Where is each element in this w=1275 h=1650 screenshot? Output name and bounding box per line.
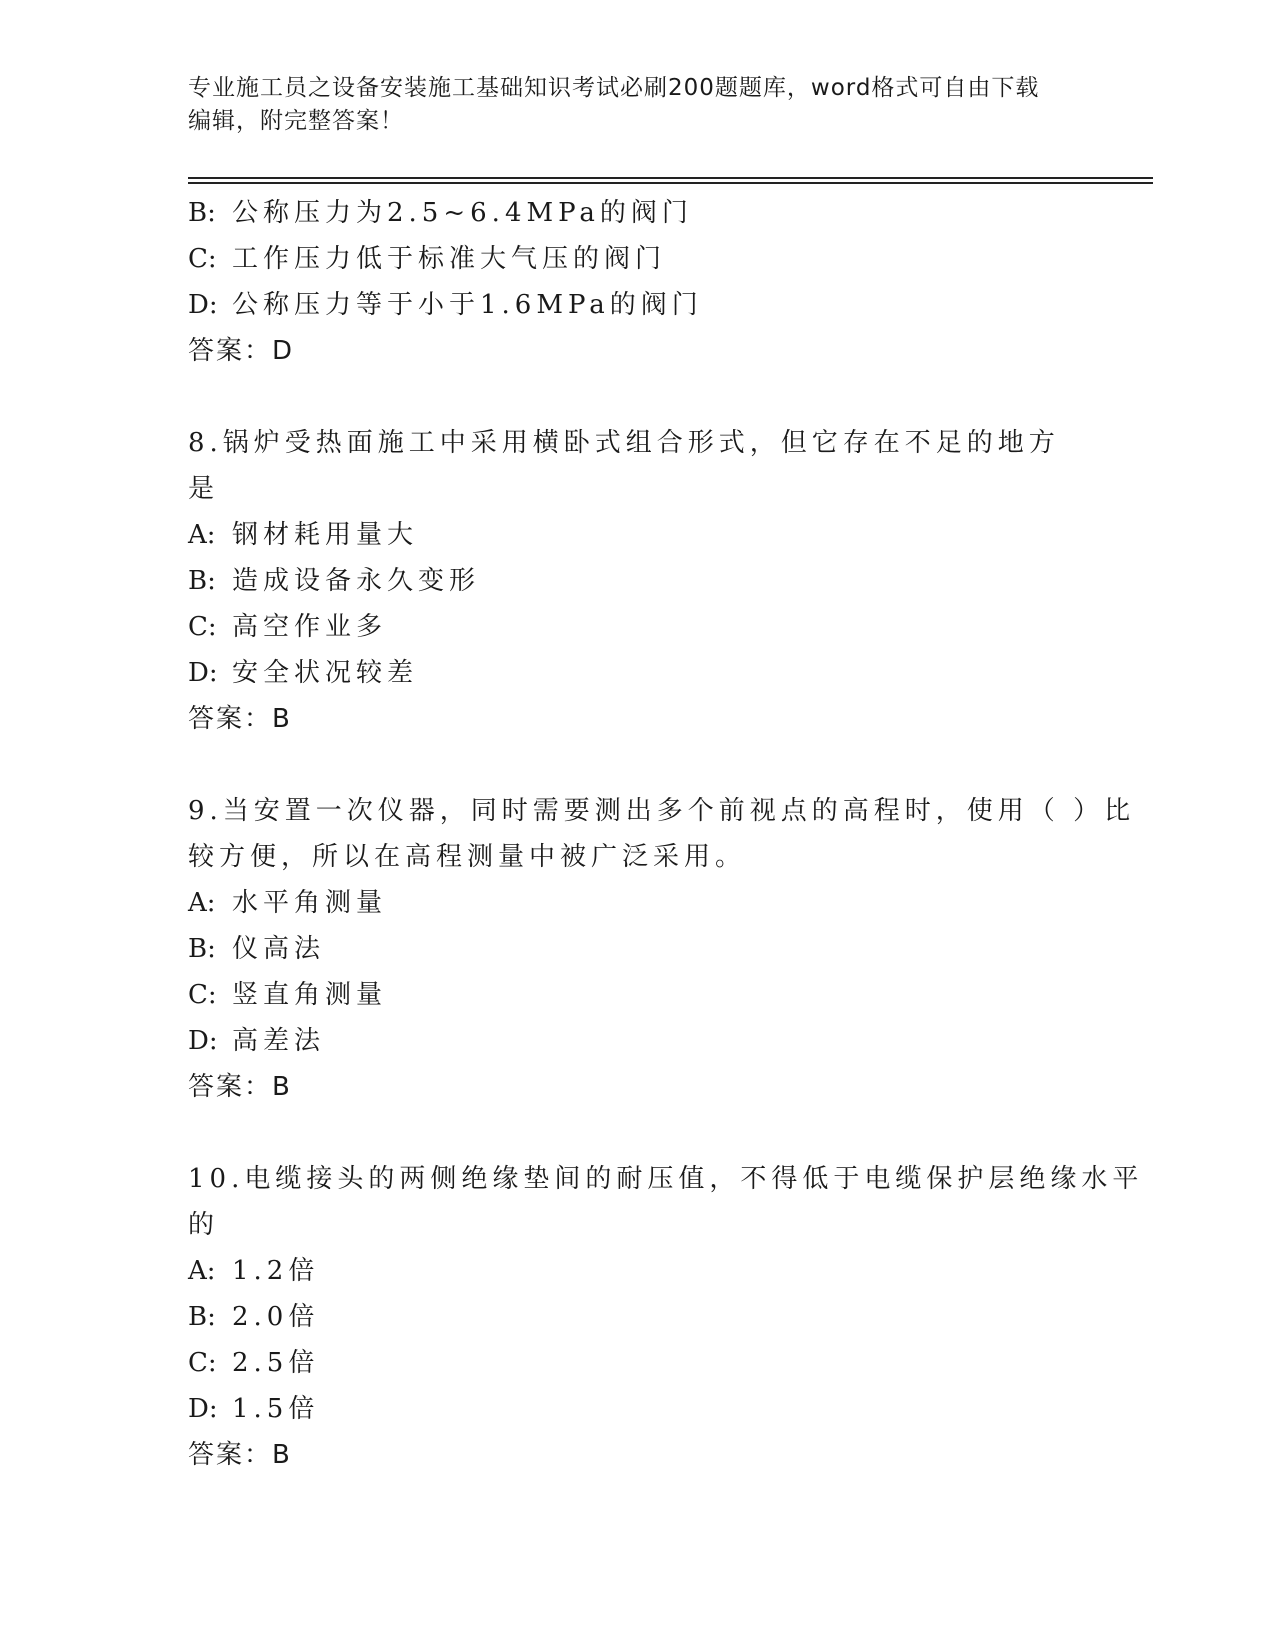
option-row (188, 1386, 1088, 1432)
answer-label: 答案：B (188, 704, 292, 734)
option-text: 竖直角测量 (232, 980, 388, 1010)
question-text-line1: 10.电缆接头的两侧绝缘垫间的耐压值，不得低于电缆保护层绝缘水平 (188, 1164, 1144, 1194)
option-text: 钢材耗用量大 (232, 520, 419, 550)
option-row (188, 1294, 1088, 1340)
question-block-8 (188, 420, 1088, 742)
option-text: 公称压力为2.5~6.4MPa的阀门 (232, 198, 693, 228)
option-text: 2.0倍 (232, 1302, 320, 1332)
option-row (188, 512, 1088, 558)
option-key: D: (188, 1394, 218, 1424)
option-key: B: (188, 934, 216, 964)
spacer (188, 1110, 1088, 1156)
option-key: B: (188, 566, 216, 596)
question-block-10 (188, 1156, 1144, 1478)
option-text: 造成设备永久变形 (232, 566, 481, 596)
option-key: C: (188, 612, 217, 642)
option-row (188, 926, 1088, 972)
option-row (188, 650, 1088, 696)
option-row (188, 1248, 1088, 1294)
option-row (188, 1340, 1088, 1386)
answer-label: 答案：B (188, 1440, 292, 1470)
option-row (188, 1018, 1088, 1064)
option-row (188, 880, 1088, 926)
option-key: C: (188, 244, 217, 274)
option-text: 公称压力等于小于1.6MPa的阀门 (232, 290, 703, 320)
option-text: 1.2倍 (232, 1256, 320, 1286)
option-text: 高空作业多 (232, 612, 388, 642)
option-text: 仪高法 (232, 934, 326, 964)
option-text: 水平角测量 (232, 888, 388, 918)
question-text: 8.锅炉受热面施工中采用横卧式组合形式，但它存在不足的地方是 (188, 428, 1060, 504)
option-key: D: (188, 1026, 218, 1056)
document-header (188, 72, 1088, 138)
question-block-7 (188, 190, 1088, 374)
option-row (188, 972, 1088, 1018)
header-title-line1: 专业施工员之设备安装施工基础知识考试必刷200题题库，word格式可自由下载 (188, 75, 1040, 101)
option-row (188, 236, 1088, 282)
question-list (188, 190, 1144, 1478)
option-text: 1.5倍 (232, 1394, 320, 1424)
answer-label: 答案：B (188, 1072, 292, 1102)
option-row (188, 604, 1088, 650)
spacer (188, 742, 1088, 788)
option-key: D: (188, 290, 218, 320)
option-row (188, 282, 1088, 328)
option-text: 高差法 (232, 1026, 326, 1056)
question-block-9 (188, 788, 1136, 1110)
option-key: D: (188, 658, 218, 688)
option-text: 工作压力低于标准大气压的阀门 (232, 244, 667, 274)
option-key: A: (188, 888, 216, 918)
option-key: C: (188, 1348, 217, 1378)
question-text-line2: 较方便，所以在高程测量中被广泛采用。 (188, 842, 747, 872)
option-key: C: (188, 980, 217, 1010)
option-row (188, 190, 1088, 236)
spacer (188, 374, 1088, 420)
header-title-line2: 编辑，附完整答案！ (188, 108, 404, 134)
header-divider-bottom (188, 182, 1153, 184)
option-key: B: (188, 1302, 216, 1332)
option-key: B: (188, 198, 216, 228)
option-key: A: (188, 520, 216, 550)
header-divider-top (188, 177, 1153, 179)
option-text: 安全状况较差 (232, 658, 419, 688)
question-text-line2: 的 (188, 1210, 220, 1240)
option-key: A: (188, 1256, 216, 1286)
option-text: 2.5倍 (232, 1348, 320, 1378)
option-row (188, 558, 1088, 604)
answer-label: 答案：D (188, 336, 295, 366)
question-text-line1: 9.当安置一次仪器，同时需要测出多个前视点的高程时，使用（ ）比 (188, 796, 1136, 826)
